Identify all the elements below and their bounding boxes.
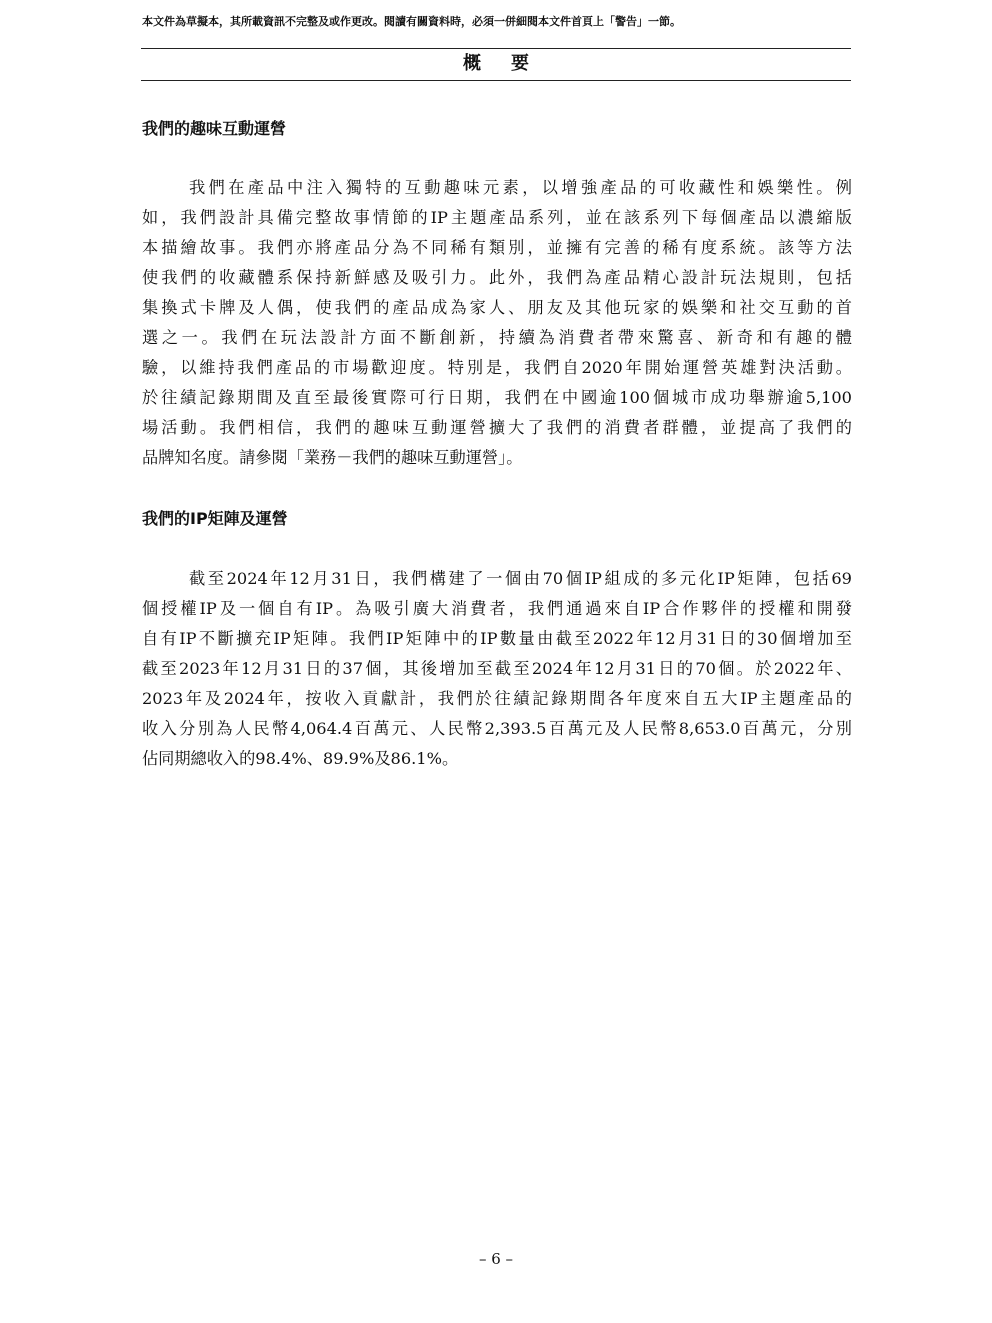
paragraph-line: 截至2024年12月31日，我們構建了一個由70個IP組成的多元化IP矩陣，包括69 xyxy=(189,569,852,588)
section-heading-ip-matrix: 我們的IP矩陣及運營 xyxy=(142,509,288,528)
page-title: 概要 xyxy=(463,53,559,74)
section-heading-fun-interactive: 我們的趣味互動運營 xyxy=(142,119,287,138)
paragraph-line: 驗，以維持我們產品的市場歡迎度。特別是，我們自2020年開始運營英雄對決活動。 xyxy=(142,358,852,377)
page-number: – 6 – xyxy=(478,1250,514,1268)
paragraph-line: 佔同期總收入的98.4%、89.9%及86.1%。 xyxy=(142,749,459,768)
paragraph-line: 品牌知名度。請參閱「業務－我們的趣味互動運營」。 xyxy=(142,448,523,467)
paragraph-line: 如，我們設計具備完整故事情節的IP主題產品系列，並在該系列下每個產品以濃縮版 xyxy=(142,208,852,227)
paragraph-line: 收入分別為人民幣4,064.4百萬元、人民幣2,393.5百萬元及人民幣8,653.0百萬元，分別 xyxy=(142,719,852,738)
paragraph-line: 使我們的收藏體系保持新鮮感及吸引力。此外，我們為產品精心設計玩法規則，包括 xyxy=(142,268,852,287)
paragraph-line: 場活動。我們相信，我們的趣味互動運營擴大了我們的消費者群體，並提高了我們的 xyxy=(142,418,852,437)
paragraph-line: 於往績記錄期間及直至最後實際可行日期，我們在中國逾100個城市成功舉辦逾5,100 xyxy=(142,388,852,407)
section-paragraph-fun-interactive xyxy=(142,173,852,473)
paragraph-line: 本描繪故事。我們亦將產品分為不同稀有類別，並擁有完善的稀有度系統。該等方法 xyxy=(142,238,852,257)
paragraph-line: 我們在產品中注入獨特的互動趣味元素，以增強產品的可收藏性和娛樂性。例 xyxy=(189,178,852,197)
section-paragraph-ip-matrix xyxy=(142,564,852,774)
header-top-rule xyxy=(141,48,851,49)
paragraph-line: 截至2023年12月31日的37個，其後增加至截至2024年12月31日的70個。於2022年、 xyxy=(142,659,852,678)
paragraph-line: 2023年及2024年，按收入貢獻計，我們於往績記錄期間各年度來自五大IP主題產品的 xyxy=(142,689,852,708)
draft-notice: 本文件為草擬本，其所載資訊不完整及或作更改。閱讀有關資料時，必須一併細閱本文件首頁上「警告」一節。 xyxy=(142,15,681,28)
paragraph-line: 集換式卡牌及人偶，使我們的產品成為家人、朋友及其他玩家的娛樂和社交互動的首 xyxy=(142,298,852,317)
paragraph-line: 自有IP不斷擴充IP矩陣。我們IP矩陣中的IP數量由截至2022年12月31日的30個增加至 xyxy=(142,629,852,648)
paragraph-line: 個授權IP及一個自有IP。為吸引廣大消費者，我們通過來自IP合作夥伴的授權和開發 xyxy=(142,599,852,618)
paragraph-line: 選之一。我們在玩法設計方面不斷創新，持續為消費者帶來驚喜、新奇和有趣的體 xyxy=(142,328,852,347)
header-bottom-rule xyxy=(141,80,851,81)
